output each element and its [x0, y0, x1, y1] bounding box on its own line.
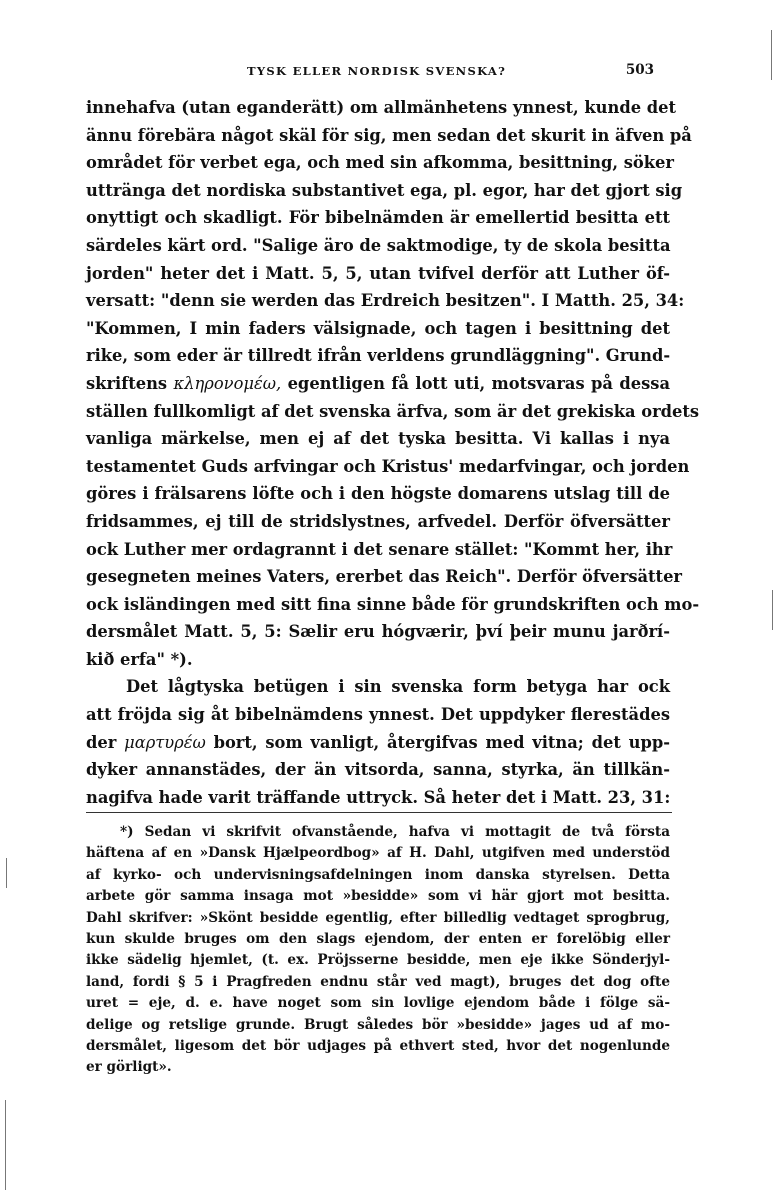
text-line: fridsammes, ej till de stridslystnes, arfvedel. Derför öfversätter — [86, 511, 670, 531]
text-line: nagifva hade varit träffande uttryck. Så heter det i Matt. 23, 31: — [86, 787, 671, 807]
footnote-line: häftena af en »Dansk Hjælpeordbog» af H. Dahl, utgifven med understöd — [86, 845, 670, 862]
running-title: TYSK ELLER NORDISK SVENSKA? — [247, 64, 507, 78]
text-line: innehafva (utan eganderätt) om allmänhetens ynnest, kunde det — [86, 98, 676, 117]
text-line: ställen fullkomligt af det svenska ärfva, som är det grekiska ordets — [86, 401, 700, 421]
text-line: särdeles kärt ord. "Salige äro de saktmodige, ty de skola besitta — [86, 235, 671, 255]
scan-margin-mark — [6, 858, 7, 888]
text-line: ock Luther mer ordagrannt i det senare stället: "Kommt her, ihr — [86, 539, 673, 559]
scan-margin-mark — [772, 590, 773, 630]
text-line: kið erfa" *). — [86, 649, 193, 669]
text-line: jorden" heter det i Matt. 5, 5, utan tvifvel derför att Luther öf- — [86, 263, 670, 283]
footnote-line: er görligt». — [86, 1059, 172, 1076]
text-line: vanliga märkelse, men ej af det tyska besitta. Vi kallas i nya — [86, 429, 670, 449]
text-line: dyker annanstädes, der än vitsorda, sanna, styrka, än tillkän- — [86, 760, 670, 780]
scan-margin-mark — [5, 1100, 6, 1190]
footnote-divider — [86, 812, 672, 813]
text-line: "Kommen, I min faders välsignade, och tagen i besittning det — [86, 318, 670, 338]
text-line: att fröjda sig åt bibelnämdens ynnest. Det uppdyker flerestädes — [86, 705, 670, 725]
greek-word: μαρτυρέω — [124, 732, 206, 752]
scan-margin-mark — [771, 30, 772, 80]
footnote — [86, 822, 670, 1079]
footnote-line: land, fordi § 5 i Pragfreden endnu står ved magt), bruges det dog ofte — [86, 973, 670, 990]
footnote-line: delige og retslige grunde. Brugt således bör »besidde» jages ud af mo- — [86, 1016, 670, 1033]
text-line: versatt: "denn sie werden das Erdreich besitzen". I Matth. 25, 34: — [86, 291, 685, 311]
text-segment: der — [86, 732, 117, 752]
footnote-line: af kyrko- och undervisningsafdelningen inom danska styrelsen. Detta — [86, 866, 670, 883]
text-line: området för verbet ega, och med sin afkomma, besittning, söker — [86, 153, 674, 173]
text-line: testamentet Guds arfvingar och Kristus' medarfvingar, och jorden — [86, 456, 690, 476]
footnote-line: kun skulde bruges om den slags ejendom, der enten er forelöbig eller — [86, 930, 670, 947]
text-line-with-greek — [86, 729, 670, 757]
footnote-line: arbete gör samma insaga mot »besidde» som vi här gjort mot besitta. — [86, 888, 670, 905]
text-line: uttränga det nordiska substantivet ega, pl. egor, har det gjort sig — [86, 180, 683, 200]
text-segment: skriftens — [86, 373, 168, 393]
text-line: onyttigt och skadligt. För bibelnämden är emellertid besitta ett — [86, 208, 670, 228]
text-line: ock isländingen med sitt fina sinne både för grundskriften och mo- — [86, 594, 700, 614]
text-line-with-greek — [86, 370, 670, 398]
main-text — [86, 94, 700, 811]
footnote-line: dersmålet, ligesom det bör udjages på ethvert sted, hvor det nogenlunde — [86, 1037, 670, 1054]
text-line: Det lågtyska betügen i sin svenska form betyga har ock — [126, 677, 670, 697]
text-line: göres i frälsarens löfte och i den högste domarens utslag till de — [86, 484, 670, 504]
greek-word: κληρονομέω, — [173, 373, 282, 393]
text-line: ännu förebära något skäl för sig, men sedan det skurit in äfven på — [86, 125, 692, 145]
text-line: rike, som eder är tillredt ifrån verldens grundläggning". Grund- — [86, 346, 671, 366]
text-line: dersmålet Matt. 5, 5: Sælir eru hógværir, því þeir munu jarðrí- — [86, 622, 670, 642]
running-head — [92, 64, 668, 84]
footnote-line: uret = eje, d. e. have noget som sin lovlige ejendom både i fölge sä- — [86, 995, 670, 1012]
text-segment: egentligen få lott uti, motsvaras på dessa — [287, 373, 671, 393]
footnote-line: ikke sädelig hjemlet, (t. ex. Pröjsserne besidde, men eje ikke Sönderjyl- — [86, 952, 670, 969]
text-line: gesegneten meines Vaters, ererbet das Reich". Derför öfversätter — [86, 567, 683, 587]
text-segment: bort, som vanligt, återgifvas med vitna; det upp- — [213, 732, 671, 752]
footnote-line: *) Sedan vi skrifvit ofvanstående, hafva vi mottagit de två första — [120, 824, 670, 840]
page-number: 503 — [625, 62, 654, 78]
footnote-line: Dahl skrifver: »Skönt besidde egentlig, efter billedlig vedtaget sprogbrug, — [86, 909, 670, 926]
